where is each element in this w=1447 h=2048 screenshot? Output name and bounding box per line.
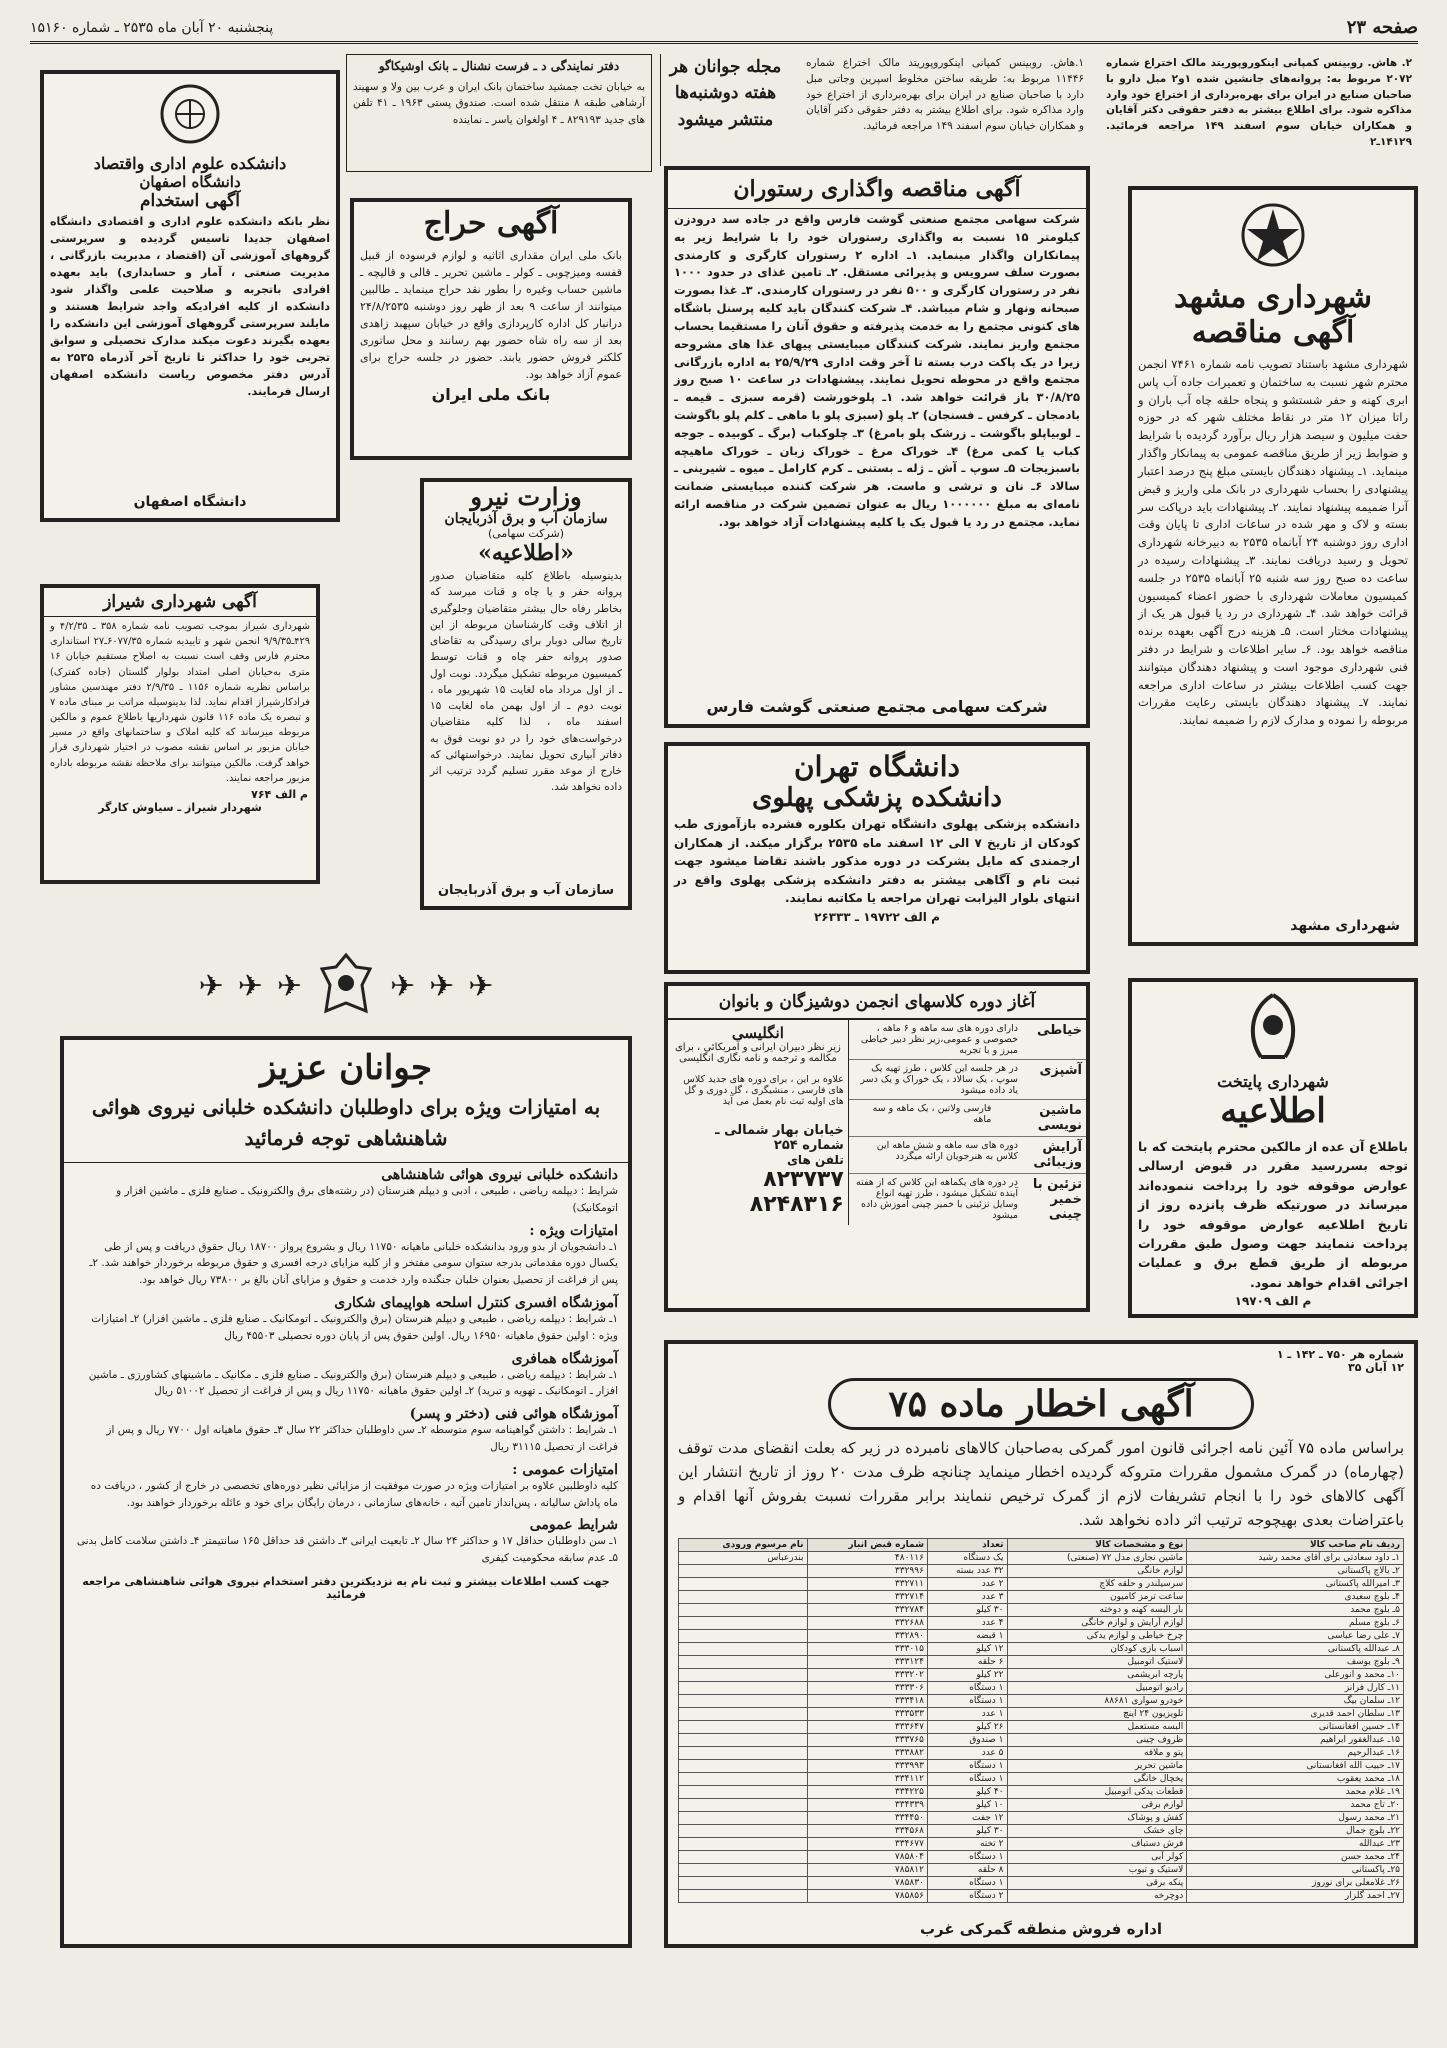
table-cell: ۲ دستگاه <box>927 1890 1007 1903</box>
table-row <box>679 1630 1404 1643</box>
table-cell <box>679 1877 808 1890</box>
table-cell <box>679 1851 808 1864</box>
mashhad-tender-notice <box>1128 186 1418 946</box>
table-cell: ۳۳۲۶۸۸ <box>807 1617 927 1630</box>
table-cell: ۳۳۲۷۱۱ <box>807 1578 927 1591</box>
table-row <box>679 1760 1404 1773</box>
table-row <box>679 1799 1404 1812</box>
mashhad-title: آگهی مناقصه <box>1191 315 1355 350</box>
table-cell <box>679 1643 808 1656</box>
table-cell: قطعات یدکی اتومبیل <box>1007 1786 1187 1799</box>
table-cell: لوازم خانگی <box>1007 1565 1187 1578</box>
table-row <box>679 1786 1404 1799</box>
table-cell <box>679 1825 808 1838</box>
table-cell: لاستیک اتومبیل <box>1007 1656 1187 1669</box>
table-cell <box>679 1721 808 1734</box>
table-row <box>679 1773 1404 1786</box>
table-cell: ۴۸۰۱۱۶ <box>807 1552 927 1565</box>
table-cell: ۱۱ـ کارل فرانز <box>1187 1682 1404 1695</box>
table-cell: ۳۳۳۰۱۵ <box>807 1643 927 1656</box>
table-row <box>679 1604 1404 1617</box>
table-cell: ۲۲ـ بلوچ جمال <box>1187 1825 1404 1838</box>
table-cell: ۱ـ داود سعادتی برای آقای محمد رشید <box>1187 1552 1404 1565</box>
table-cell <box>679 1786 808 1799</box>
table-cell: ۴ عدد <box>927 1617 1007 1630</box>
table-cell <box>679 1591 808 1604</box>
table-cell: ۳۳۴۴۵۰ <box>807 1812 927 1825</box>
table-cell: لاستیک و تیوب <box>1007 1864 1187 1877</box>
table-row <box>679 1591 1404 1604</box>
airforce-header-icons <box>40 940 652 1032</box>
table-cell <box>679 1890 808 1903</box>
table-cell: ۳۳۴۶۷۷ <box>807 1838 927 1851</box>
table-cell <box>679 1630 808 1643</box>
table-cell: ماشین نجاری مدل ۷۲ (صنعتی) <box>1007 1552 1187 1565</box>
table-row <box>679 1617 1404 1630</box>
table-row <box>679 1708 1404 1721</box>
table-cell: ۱۲ کیلو <box>927 1643 1007 1656</box>
table-cell: ۳۳۲۷۱۴ <box>807 1591 927 1604</box>
table-cell: ۳۳۳۵۳۳ <box>807 1708 927 1721</box>
table-cell: ۴۰ کیلو <box>927 1786 1007 1799</box>
table-row <box>679 1838 1404 1851</box>
capital-ref: م الف ۱۹۷۰۹ <box>1234 1294 1312 1308</box>
table-cell <box>679 1838 808 1851</box>
water-authority-notice: وزارت نیرو سازمان آب و برق آذربایجان (شرکت سهامی) «اطلاعیه» بدینوسیله باطلاع کلیه متقاضیان صدور پروانه حفر و یا چاه و قنات میرسد که بخاطر رفاه حال بیشتر متقاضیان وجلوگیری از اتلاف وقت کارشناسان مربوطه از این تاریخ سالی دوبار برای رسیدگی به تقاضای صدور پروانه حفر چاه و قنات توسط کمیسیون مربوطه تشکیل میگردد. نوبت اول ـ از اول مرداد ماه لغایت ۱۵ شهریور ماه ، نوبت دوم ـ از اول بهمن ماه لغایت ۱۵ اسفند ماه ، لذا کلیه متقاضیان درخواست‌های خود را در دو نوبت فوق به دفاتر آبیاری تحویل نمایند. درخواستهائی که خارج از موعد مقرر تسلیم گردد ترتیب اثر داده نخواهد شد. سازمان آب و برق آذربایجان <box>420 478 632 910</box>
table-cell: بار البسه کهنه و دوخته <box>1007 1604 1187 1617</box>
table-cell: ۱۲ جفت <box>927 1812 1007 1825</box>
table-cell <box>679 1760 808 1773</box>
mashhad-sign: شهرداری مشهد <box>1290 918 1400 934</box>
table-cell: ۱ صندوق <box>927 1734 1007 1747</box>
jet-icon: ✈ <box>237 968 263 1004</box>
tehran-university-notice: دانشگاه تهران دانشکده پزشکی پهلوی دانشکده پزشکی پهلوی دانشگاه تهران بکلوره فشرده بازآموزی طب کودکان از تاریخ ۷ الی ۱۲ اسفند ماه ۲۵۳۵ برگزار میکند. از همکاران ارجمندی که مایل بشرکت در دوره مذکور باشند تقاضا میشود جهت ثبت نام و آگاهی بیشتر به دفتر دانشکده پزشکی پهلوی واقع در انتهای بلوار الیزابت تهران مراجعه یا مکاتبه نمایند. م الف ۱۹۷۲۲ ـ ۲۶۳۳۳ <box>664 742 1090 974</box>
capital-city: شهرداری پایتخت <box>1217 1072 1329 1091</box>
table-cell: ماشین تحریر <box>1007 1760 1187 1773</box>
table-cell <box>679 1604 808 1617</box>
table-cell: ۳۳۲۹۹۶ <box>807 1565 927 1578</box>
table-cell: ۲۳ـ عبدالله <box>1187 1838 1404 1851</box>
mashhad-city: شهرداری مشهد <box>1173 280 1373 315</box>
table-cell: ۳۳۳۷۶۵ <box>807 1734 927 1747</box>
table-cell <box>679 1708 808 1721</box>
table-row <box>679 1734 1404 1747</box>
table-cell <box>679 1695 808 1708</box>
table-cell <box>679 1734 808 1747</box>
table-cell: ۳۳۴۵۶۸ <box>807 1825 927 1838</box>
table-cell: ۱ قبضه <box>927 1630 1007 1643</box>
table-cell: ۲۴ـ محمد حسن <box>1187 1851 1404 1864</box>
shiraz-municipality-notice: آگهی شهرداری شیراز شهرداری شیراز بموجب تصویب نامه شماره ۳۵۸ ـ ۴/۲/۳۵ و ۴۲۹ـ۹/۹/۳۵ انجمن شهر و تاییدیه شماره ۶۰۷۷/۳۵ـ۲۷ استانداری محترم فارس وقف است نسبت به اصلاح مستقیم خیابان ۱۶ متری به‌خیابان اصلی امتداد بولوار گلستان (جاده کفترک) براساس نظریه شماره ۱۱۵۶ ـ ۲/۹/۳۵ دفتر مهندسین مشاور فرادکارشیراز اقدام نماید. لذا بدینوسیله مراتب بر مبنای ماده ۷ و تبصره یک ماده ۱۱۶ قانون شهرداریها باطلاع عموم و مالکین مربوطه میرساند که کلیه املاک و ساختمانهای واقع در مسیر خیابان مزبور بر اساس نقشه مصوب در اختیار شهرداری قرار خواهد گرفت. مالکین میتوانند برای ملاحظه نقشه مربوطه باداره مزبور مراجعه نمایند. م الف ۷۶۴ شهردار شیراز ـ سیاوش کارگر <box>40 584 320 884</box>
patent-notice-middle: ۱.هاش. روبینس کمپانی اینکوروپوریتد مالک اختراع شماره ۱۱۴۴۶ مربوط به: طریقه ساختن مخلوط اسپرین وجاتی مبل دارد با صاحبان صنایع در ایران برای بهره‌برداری از اختراع خود وارد مذاکره شود. برای اطلاع بیشتر به دفتر حقوقی دکتر آقایان و همکاران خیابان سوم اسفند ۱۴۹ مراجعه فرمائید. <box>806 57 1084 132</box>
table-cell: ۳۳۳۹۹۳ <box>807 1760 927 1773</box>
classes-list: خیاطی دارای دوره های سه ماهه و ۶ ماهه ، خصوصی و عمومی،زیر نظر دبیر خیاطی مبرز و با تجربه آشپزی در هر جلسه این کلاس ، طرز تهیه یک سوپ ، یک سالاد ، یک خوراک و یک دسر یاد داده میشود ماشین نویسی فارسی ولاتین ، یک ماهه و سه ماهه آرایش وزیبائی دوره های سه ماهه و شش ماهه این کلاس به هنرجویان ارائه میگردد تزئین با خمیر چینی در دوره های یکماهه این کلاس که از هفته آینده تشکیل میشود ، طرز تهیه انواع وسایل تزئینی با خمیر چینی آموزش داده میشود <box>848 1020 1086 1225</box>
table-cell: ۹ـ بلوچ یوسف <box>1187 1656 1404 1669</box>
table-cell: پنکه برقی <box>1007 1877 1187 1890</box>
auction-notice: آگهی حراج بانک ملی ایران مقداری اثاثیه و لوازم فرسوده از قبیل قفسه وميزچوبی ـ کولر ـ ماشین تحریر ـ قالی و قالیچه ـ ماشین حساب وغیره را بطور نقد حراج مینماید ـ طالبین میتوانند از ساعت ۹ بعد از ظهر روز دوشنبه ۲۴/۸/۲۵۳۵ درانبار کل اداره کارپردازی واقع در خیابان سپهبد زاهدی بعد از سه راه شاه حضور بهم رسانند و محل ساتوری کلکتر فروش حضور یابند. حضور در جلسه حراج برای عموم آزاد خواهد بود. بانک ملی ایران <box>350 198 632 460</box>
table-cell: ۱۰ کیلو <box>927 1799 1007 1812</box>
airforce-emblem-icon <box>316 951 376 1021</box>
table-cell: کفش و پوشاک <box>1007 1812 1187 1825</box>
jet-icon: ✈ <box>468 968 494 1004</box>
page-number: صفحه ۲۳ <box>1346 17 1418 38</box>
table-cell: ۳ـ امیرالله پاکستانی <box>1187 1578 1404 1591</box>
customs-article75-notice: شماره هر ۷۵۰ ـ ۱۴۲ ـ ۱ ۱۲ آبان ۳۵ آگهی اخطار ماده ۷۵ براساس ماده ۷۵ آئین نامه اجرائی قانون امور گمرکی به‌صاحبان کالاهای نامبرده در زیر که بعلت انقضای مدت توقف (چهارماه) در گمرک مشمول مقررات متروکه گردیده اخطار مینماید چنانچه ظرف مدت ۲۰ روز از تاریخ انتشار این آگهی کالاهای خود را با انجام تشریفات لازم از گمرک ترخیص ننمایند برابر مقررات نسبت بفروش آنها اقدام و باعتراضات بعدی بهیچوجه ترتیب اثر داده نخواهد شد. ردیف نام صاحب کالا نوع و مشخصات کالا تعداد شماره قبض انبار نام مرسوم ورودی ۱ـ داود سعادتی برای آقای محمد رشید ماشین نجاری مدل ۷۲ (صنعتی) یک دستگاه ۴۸۰۱۱۶ بندرعباس ۲ـ بالاچ پاکستانی لوازم خانگی ۳۲ عدد بسته ۳۳۲۹۹۶ ۳ـ امیرالله پاکستانی سرسیلندر و حلقه کلاچ ۲ عدد ۳۳۲۷۱۱ ۴ـ بلوچ سعیدی ساعت ترمز کامیون ۳ عدد ۳۳۲۷۱۴ ۵ـ بلوچ محمد بار البسه کهنه و دوخته ۳۰ کیلو ۳۳۲۷۸۴ ۶ـ بلوچ مسلم لوازم آرایش و لوازم خانگی ۴ عدد ۳۳۲۶۸۸ ۷ـ علی رضا عباسی چرخ خیاطی و لوازم یدکی ۱ قبضه ۳۳۲۸۹۰ ۸ـ عبدالله پاکستانی اسباب بازی کودکان ۱۲ کیلو ۳۳۳۰۱۵ ۹ـ بلوچ یوسف لاستیک اتومبیل ۶ حلقه ۳۳۳۱۲۴ ۱۰ـ محمد و انورعلی پارچه ابریشمی ۲۲ کیلو ۳۳۳۲۰۲ ۱۱ـ کارل فرانز رادیو اتومبیل ۱ دستگاه ۳۳۳۳۰۶ ۱۲ـ سلمان بیگ خودرو سواری ۸۸۶۸۱ ۱ دستگاه ۳۳۳۴۱۸ ۱۳ـ سلطان احمد قدیری تلویزیون ۲۴ اینچ ۱ عدد ۳۳۳۵۳۳ ۱۴ـ حسین افغانستانی البسه مستعمل ۲۶ کیلو ۳۳۳۶۴۷ ۱۵ـ عبدالغفور ابراهیم ظروف چینی ۱ صندوق ۳۳۳۷۶۵ ۱۶ـ عبدالرحیم پتو و ملافه ۵ عدد ۳۳۳۸۸۲ ۱۷ـ حبیب الله افغانستانی ماشین تحریر ۱ دستگاه ۳۳۳۹۹۳ ۱۸ـ محمد یعقوب یخچال خانگی ۱ دستگاه ۳۳۴۱۱۲ ۱۹ـ غلام محمد قطعات یدکی اتومبیل ۴۰ کیلو ۳۳۴۲۲۵ ۲۰ـ تاج محمد لوازم برقی ۱۰ کیلو ۳۳۴۳۳۹ ۲۱ـ محمد رسول کفش و پوشاک ۱۲ جفت ۳۳۴۴۵۰ ۲۲ـ بلوچ جمال چای خشک ۳۰ کیلو ۳۳۴۵۶۸ ۲۳ـ عبدالله فرش دستباف ۲ تخته ۳۳۴۶۷۷ ۲۴ـ محمد حسن کولر آبی ۱ دستگاه ۷۸۵۸۰۴ ۲۵ـ پاکستانی لاستیک و تیوب ۸ حلقه ۷۸۵۸۱۲ ۲۶ـ غلامعلی برای نوروز پنکه برقی ۱ دستگاه ۷۸۵۸۳۰ ۲۷ـ احمد گلزار دوچرخه ۲ دستگاه ۷۸۵۸۵۶ اداره فروش منطقه گمرکی غرب <box>664 1340 1418 1948</box>
table-cell: ۱۸ـ محمد یعقوب <box>1187 1773 1404 1786</box>
page-header <box>30 14 1418 44</box>
table-row <box>679 1825 1404 1838</box>
table-row <box>679 1669 1404 1682</box>
table-cell: چای خشک <box>1007 1825 1187 1838</box>
table-cell: کولر آبی <box>1007 1851 1187 1864</box>
table-cell <box>679 1617 808 1630</box>
table-cell: ۱۲ـ سلمان بیگ <box>1187 1695 1404 1708</box>
table-row <box>679 1721 1404 1734</box>
table-cell: ۳۰ کیلو <box>927 1604 1007 1617</box>
table-cell: ۱۴ـ حسین افغانستانی <box>1187 1721 1404 1734</box>
table-row <box>679 1864 1404 1877</box>
table-row <box>679 1643 1404 1656</box>
table-cell: ۱ دستگاه <box>927 1695 1007 1708</box>
capital-title: اطلاعیه <box>1220 1091 1326 1131</box>
table-cell: ۲ عدد <box>927 1578 1007 1591</box>
table-cell: لوازم آرایش و لوازم خانگی <box>1007 1617 1187 1630</box>
table-cell: ۱ دستگاه <box>927 1773 1007 1786</box>
magazine-notice: مجله جوانان هر هفته دوشنبه‌ها منتشر میشود <box>660 54 790 166</box>
table-cell: سرسیلندر و حلقه کلاچ <box>1007 1578 1187 1591</box>
table-cell: بندرعباس <box>679 1552 808 1565</box>
table-cell: ظروف چینی <box>1007 1734 1187 1747</box>
table-cell: ۳۳۳۶۴۷ <box>807 1721 927 1734</box>
table-cell: ۳۲ عدد بسته <box>927 1565 1007 1578</box>
table-cell: ۵ عدد <box>927 1747 1007 1760</box>
womens-classes-notice: آغاز دوره کلاسهای انجمن دوشیزگان و بانوان خیاطی دارای دوره های سه ماهه و ۶ ماهه ، خصوصی و عمومی،زیر نظر دبیر خیاطی مبرز و با تجربه آشپزی در هر جلسه این کلاس ، طرز تهیه یک سوپ ، یک سالاد ، یک خوراک و یک دسر یاد داده میشود ماشین نویسی فارسی ولاتین ، یک ماهه و سه ماهه آرایش وزیبائی دوره های سه ماهه و شش ماهه این کلاس به هنرجویان ارائه میگردد تزئین با خمیر چینی در دوره های یکماهه این کلاس که از هفته آینده تشکیل میشود ، طرز تهیه انواع وسایل تزئینی با خمیر چینی آموزش داده میشود انگلیسی زیر نظر دبیران ایرانی و آمریکائی ، برای مکالمه و ترجمه و نامه نگاری انگلیسی علاوه بر این ، برای دوره های جدید کلاس های فارسی ، منشیگری ، گل دوزی و گل های اولیه ثبت نام بعمل می آید خیابان بهار شمالی ـ شماره ۲۵۴ تلفن های ۸۲۳۷۳۷ ۸۲۴۸۳۱۶ <box>664 982 1090 1312</box>
table-cell: ۷۸۵۸۰۴ <box>807 1851 927 1864</box>
table-header-row: ردیف نام صاحب کالا نوع و مشخصات کالا تعداد شماره قبض انبار نام مرسوم ورودی <box>679 1539 1404 1552</box>
table-cell: تلویزیون ۲۴ اینچ <box>1007 1708 1187 1721</box>
table-cell: ۲۷ـ احمد گلزار <box>1187 1890 1404 1903</box>
capital-body: باطلاع آن عده از مالکین محترم پایتخت که با توجه بسررسید مقرر در قبوض ارسالی عوارض موقوفه خود را پرداخت ننموده‌اند میرساند در صورتیکه ظرف پانزده روز از تاریخ اطلاعیه عوارض موقوفه خود را پرداخت ننمایند جهت وصول طبق مقررات مربوطه از طریق قطع برق و عملیات اجرائی اقدام خواهد نمود. <box>1138 1139 1408 1290</box>
table-cell: ۳ عدد <box>927 1591 1007 1604</box>
table-row <box>679 1747 1404 1760</box>
table-cell: ۳۳۴۳۳۹ <box>807 1799 927 1812</box>
dateline: پنجشنبه ۲۰ آبان ماه ۲۵۳۵ ـ شماره ۱۵۱۶۰ <box>30 19 274 36</box>
capital-municipality-notice <box>1128 978 1418 1318</box>
table-cell: ۳۳۴۲۲۵ <box>807 1786 927 1799</box>
municipality-emblem-icon <box>1132 190 1414 280</box>
table-cell: یخچال خانگی <box>1007 1773 1187 1786</box>
table-cell <box>679 1747 808 1760</box>
table-row <box>679 1682 1404 1695</box>
table-cell: ۸ـ عبدالله پاکستانی <box>1187 1643 1404 1656</box>
table-cell: ۱۰ـ محمد و انورعلی <box>1187 1669 1404 1682</box>
table-cell <box>679 1812 808 1825</box>
table-cell: ۲۵ـ پاکستانی <box>1187 1864 1404 1877</box>
table-cell: ۳۳۳۸۸۲ <box>807 1747 927 1760</box>
table-cell: ۱۹ـ غلام محمد <box>1187 1786 1404 1799</box>
jet-icon: ✈ <box>276 968 302 1004</box>
table-cell: ۳۳۳۳۰۶ <box>807 1682 927 1695</box>
table-cell: ۱ عدد <box>927 1708 1007 1721</box>
table-cell: ۶ـ بلوچ مسلم <box>1187 1617 1404 1630</box>
table-cell <box>679 1864 808 1877</box>
table-cell: ۲۶ کیلو <box>927 1721 1007 1734</box>
table-row <box>679 1851 1404 1864</box>
table-cell <box>679 1773 808 1786</box>
table-cell: ۱ دستگاه <box>927 1877 1007 1890</box>
table-cell <box>679 1682 808 1695</box>
table-cell: ۳۳۲۸۹۰ <box>807 1630 927 1643</box>
jet-icon: ✈ <box>390 968 416 1004</box>
customs-goods-table <box>678 1538 1404 1903</box>
table-cell: ۷۸۵۸۵۶ <box>807 1890 927 1903</box>
table-cell: ۷ـ علی رضا عباسی <box>1187 1630 1404 1643</box>
table-cell: ۳۳۲۷۸۴ <box>807 1604 927 1617</box>
table-cell <box>679 1656 808 1669</box>
table-row <box>679 1890 1404 1903</box>
table-cell: ۱ دستگاه <box>927 1682 1007 1695</box>
table-cell: ۲۰ـ تاج محمد <box>1187 1799 1404 1812</box>
table-cell: ۱۵ـ عبدالغفور ابراهیم <box>1187 1734 1404 1747</box>
table-row <box>679 1578 1404 1591</box>
capital-emblem-icon <box>1132 982 1414 1072</box>
table-cell <box>679 1799 808 1812</box>
table-cell: ۲۶ـ غلامعلی برای نوروز <box>1187 1877 1404 1890</box>
table-cell <box>679 1565 808 1578</box>
table-cell: ۵ـ بلوچ محمد <box>1187 1604 1404 1617</box>
table-cell: ۱۶ـ عبدالرحیم <box>1187 1747 1404 1760</box>
table-cell <box>679 1669 808 1682</box>
restaurant-tender-notice: آگهی مناقصه واگذاری رستوران شرکت سهامی مجتمع صنعتی گوشت فارس واقع در جاده سد درودزن کیلومتر ۱۵ نسبت به واگذاری رستوران خود را با شرایط زیر به پیمانکاران واگذار مینماید. ۱ـ اداره ۲ رستوران کارگری و کارمندی بصورت سلف سرویس و پذیرائی مستقل. ۲ـ تامین غذای در حدود ۱۰۰۰ نفر در رستوران کارگری و ۵۰۰ نفر در رستوران کارمندی. ۳ـ غذا بصورت صبحانه ونهار و شام میباشد. ۴ـ شرکت کنندگان باید کلیه پرسنل باشگاه های کنونی مجتمع را به خدمت پذیرفته و حقوق آنان را مستقیما بحساب مجتمع واریز نمایند. شرکت کنندگان میبایستی پیهای غذا های مشروحه زیرا در یک پاکت درب بسته تا آخر وقت اداری ۲۵/۹/۲۹ به اداره بازرگانی مجتمع واقع در محوطه تحویل نمایند. پیشنهادات در ساعت ۱۰ صبح روز ۳۰/۸/۲۵ باز قرائت خواهد شد. ۱ـ پلوخورشت (قرمه سبزی ـ قیمه ـ بادمجان ـ کرفس ـ فسنجان) ۲ـ پلو (سبزی پلو با ماهی ـ کلم پلو باگوشت ـ لوبیاپلو باگوشت ـ زرشک پلو بامرغ) ۳ـ چلوکباب (برگ ـ کوبیده ـ جوجه کباب یا کمی مرغ) ۴ـ خوراک مرغ ـ خوراک زبان ـ خوراک ماهیچه باسبزیجات ۵ـ سوپ ـ آش ـ ژله ـ بستنی ـ کرم کارامل ـ میوه ـ شیرینی ـ سالاد ۶ـ نان و ترشی و ماست. هر شرکت کننده میبایستی ضمانت نامه‌ای به مبلغ ۱۰۰۰۰۰۰ ریال به عنوان تضمین شرکت در مناقصه ارائه نماید. مجتمع در رد یا قبول یک یا کلیه پیشنهادات آزاد خواهد بود. شرکت سهامی مجتمع صنعتی گوشت فارس <box>664 166 1090 728</box>
classes-contact: انگلیسی زیر نظر دبیران ایرانی و آمریکائی ، برای مکالمه و ترجمه و نامه نگاری انگلیسی علاوه بر این ، برای دوره های جدید کلاس های فارسی ، منشیگری ، گل دوزی و گل های اولیه ثبت نام بعمل می آید خیابان بهار شمالی ـ شماره ۲۵۴ تلفن های ۸۲۳۷۳۷ ۸۲۴۸۳۱۶ <box>674 1024 844 1217</box>
table-cell: یک دستگاه <box>927 1552 1007 1565</box>
table-cell: ۲ـ بالاچ پاکستانی <box>1187 1565 1404 1578</box>
table-cell: ۴ـ بلوچ سعیدی <box>1187 1591 1404 1604</box>
office-notice: دفتر نمایندگی د ـ فرست نشنال ـ بانک اوشیکاگو به خیابان تخت جمشید ساختمان بانک ایران و عرب بین ولا و سهیند آرشاهی طبقه ۸ منتقل شده است. صندوق پستی ۱۹۶۳ ـ ۴۱ تلفن های جدید ۸۲۹۱۹۳ ـ ۴ اولغوان یاسر ـ نماینده <box>346 54 652 172</box>
table-cell: فرش دستباف <box>1007 1838 1187 1851</box>
table-cell: ۱ دستگاه <box>927 1851 1007 1864</box>
table-row <box>679 1565 1404 1578</box>
table-row <box>679 1552 1404 1565</box>
table-cell: ۳۳۳۱۲۴ <box>807 1656 927 1669</box>
table-row <box>679 1877 1404 1890</box>
table-cell: ۳۳۳۴۱۸ <box>807 1695 927 1708</box>
patent-notice-right: ۲. هاش. روبینس کمپانی اینکوروپوریتد مالک اختراع شماره ۲۰۷۲ مربوط به: پروانه‌های جانشین شده ۱و۲ مبل دارو با صاحبان صنایع در ایران برای بهره‌برداری از اختراع خود وارد مذاکره شود. برای اطلاع بیشتر به دفتر حقوقی دکتر آقایان و همکاران خیابان سوم اسفند ۱۴۹ مراجعه فرمائید. ۱۴۱۲۹ـ۲ <box>1106 57 1412 148</box>
table-row <box>679 1656 1404 1669</box>
table-cell: ۶ حلقه <box>927 1656 1007 1669</box>
table-cell <box>679 1578 808 1591</box>
table-cell: ۳۳۴۱۱۲ <box>807 1773 927 1786</box>
table-cell: ۳۰ کیلو <box>927 1825 1007 1838</box>
table-cell: ساعت ترمز کامیون <box>1007 1591 1187 1604</box>
jet-icon: ✈ <box>198 968 224 1004</box>
table-cell: ۸ حلقه <box>927 1864 1007 1877</box>
table-cell: خودرو سواری ۸۸۶۸۱ <box>1007 1695 1187 1708</box>
table-cell: ۲۲ کیلو <box>927 1669 1007 1682</box>
table-cell: ۳۳۳۲۰۲ <box>807 1669 927 1682</box>
jet-icon: ✈ <box>429 968 455 1004</box>
table-cell: ۱ دستگاه <box>927 1760 1007 1773</box>
table-cell: دوچرخه <box>1007 1890 1187 1903</box>
table-cell: ۷۸۵۸۱۲ <box>807 1864 927 1877</box>
table-cell: پتو و ملافه <box>1007 1747 1187 1760</box>
table-cell: رادیو اتومبیل <box>1007 1682 1187 1695</box>
table-cell: لوازم برقی <box>1007 1799 1187 1812</box>
table-cell: ۱۳ـ سلطان احمد قدیری <box>1187 1708 1404 1721</box>
isfahan-university-notice: دانشکده علوم اداری واقتصاد دانشگاه اصفهان آگهی استخدام نظر بانکه دانشکده علوم اداری و اقتصادی دانشگاه اصفهان جدیدا تاسیس گردیده و سرپرستی گروههای آموزشی آن (اقتصاد ، مدیریت بازرگانی ، مدیریت صنعتی ، آمار و حسابداری) باید بعهده افرادی باتجربه و صلاحیت علمی واگذار شود دانشکده از کلیه افرادیکه واجد شرایط هستند و مایلند سرپرستی گروههای آموزشی این دانشکده را بعهده بگیرند دعوت میکند مدارک تحصیلی و سوابق تجربی خود را حداکثر تا تاریخ آخر آذرماه ۲۵۳۵ به آدرس دفتر مخصوص ریاست دانشکده اصفهان ارسال فرمایند. دانشگاه اصفهان <box>40 70 340 522</box>
table-cell: ۷۸۵۸۳۰ <box>807 1877 927 1890</box>
table-cell: ۲۱ـ محمد رسول <box>1187 1812 1404 1825</box>
table-cell: ۲ تخته <box>927 1838 1007 1851</box>
table-cell: چرخ خیاطی و لوازم یدکی <box>1007 1630 1187 1643</box>
table-row <box>679 1695 1404 1708</box>
table-cell: البسه مستعمل <box>1007 1721 1187 1734</box>
table-cell: پارچه ابریشمی <box>1007 1669 1187 1682</box>
table-row <box>679 1812 1404 1825</box>
university-emblem-icon <box>44 74 336 154</box>
table-cell: ۱۷ـ حبیب الله افغانستانی <box>1187 1760 1404 1773</box>
mashhad-body: شهرداری مشهد باستناد تصویب نامه شماره ۷۴۶۱ انجمن محترم شهر نسبت به ساختمان و تعمیرات جاده آب پاس ابری کهنه و حفر شستشو و پنجاه حلقه چاه آب باران و راتا میزان ۱۲ متر در نقاط مختلف شهر که در حوزه حفت میلیون و سیصد هزار ریال برآورد گردیده با شرایط و ضوابط زیر از طریق مناقصه عمومی به پیمانکار واگذار مینماید. ۱ـ پیشنهاد دهندگان بایستی مبلغ پنج درصد اعتبار پیشنهادی را بحساب شهرداری در بانک ملی واریز و قبض آنرا ضمیمه پیشنهاد نمایند. ۲ـ پیشنهادات باید درپاکت سر بسته و لاک و مهر شده در ساعات اداری تا پایان وقت اداری روز دوشنبه ۲۴ آبانماه ۲۵۳۵ به دبیرخانه شهرداری تحویل و رسید دریافت نمایند. ۳ـ پیشنهادات رسیده در ساعت ده صبح روز سه شنبه ۲۵ آبانماه ۲۵۳۵ در جلسه کمیسیون معاملات شهرداری با حضور اعضاء کمیسیون قرائت خواهد شد. ۴ـ شهرداری در رد یا قبول هر یک از پیشنهادات مختار است. ۵ـ هزینه درج آگهی بعهده برنده مناقصه خواهد بود. ۶ـ سایر اطلاعات و شرایط در دفتر فنی شهرداری موجود است و پیشنهاد دهندگان میتوانند جهت کسب اطلاعات بیشتر در ساعات اداری مراجعه نمایند. ۷ـ پیشنهاد دهندگان بایستی رعایت مقررات مربوطه را نموده و مدارک لازم را ضمیمه نمایند. <box>1138 357 1409 728</box>
airforce-recruitment-ad: ✈ ✈ ✈ ✈ ✈ ✈ جوانان عزیز به امتیازات ویژه برای داوطلبان دانشکده خلبانی نیروی هوائی شاهنشاهی توجه فرمائید دانشکده خلبانی نیروی هوائی شاهنشاهی شرایط : دیپلمه ریاضی ، طبیعی ، ادبی و دیپلم هنرستان (در رشته‌های برق والکترونیک ـ صنایع فلزی ـ ماشین افزار و اتومکانیک) امتیازات ویژه : ۱ـ دانشجویان از بدو ورود بدانشکده خلبانی ماهیانه ۱۱۷۵۰ ریال و بشروع پرواز ۱۸۷۰۰ ریال حقوق دریافت و پس از طی یکسال دوره مقدماتی بدرجه ستوان سومی مفتخر و از کلیه مزایای درجه افسری و حقوق مربوطه برخوردار خواهند شد. ۲ـ پس از فراغت از تحصیل بعنوان خلبان جنگنده وارد خدمت و حقوق و مزایای آنان بالغ بر ۷۳۸۰۰ ریال خواهد بود. آموزشگاه افسری کنترل اسلحه هواپیمای شکاری ۱ـ شرایط : دیپلمه ریاضی ، طبیعی و دیپلم هنرستان (برق والکترونیک ـ اتومکانیک ـ صنایع فلزی ـ ماشین افزار) ۲ـ امتیازات ویژه : اولین حقوق ماهیانه ۱۶۹۵۰ ریال. اولین حقوق پس از پایان دوره تحصیلی ۴۵۵۰۳ ریال آموزشگاه همافری ۱ـ شرایط : دیپلمه ریاضی ، طبیعی و دیپلم هنرستان (برق والکترونیک ـ صنایع فلزی ـ مکانیک ـ ماشینهای کشاورزی ـ ماشین افزار ـ اتومکانیک ـ تهویه و تبرید) ۲ـ اولین حقوق ماهیانه ۱۱۷۵۰ ریال و پس از فراغت از تحصیل ۵۱۰۰۲ ریال آموزشگاه هوائی فنی (دختر و پسر) ۱ـ شرایط : داشتن گواهینامه سوم متوسطه ۲ـ سن داوطلبان حداکثر ۲۲ سال ۳ـ حقوق ماهیانه اول ۷۷۰۰ ریال و پس از فراغت از تحصیل ۳۱۱۱۵ ریال امتیازات عمومی : کلیه داوطلبین علاوه بر امتیازات ویژه در صورت موفقیت از مزایائی نظیر دوره‌های تخصصی در خارج از کشور ، دریافت ده ماه پاداش سالیانه ، پس‌انداز تامین آتیه ، خانه‌های سازمانی ، درمان رایگان برای خود و عائله برخوردار خواهند بود. شرایط عمومی ۱ـ سن داوطلبان حداقل ۱۷ و حداکثر ۲۴ سال ۲ـ تابعیت ایرانی ۳ـ داشتن قد حداقل ۱۶۵ سانتیمتر ۴ـ داشتن سلامت کامل بدنی ۵ـ عدم سابقه محکومیت کیفری جهت کسب اطلاعات بیشتر و ثبت نام به نزدیکترین دفتر استخدام نیروی هوائی شاهنشاهی مراجعه فرمائید <box>40 940 652 1948</box>
table-cell: اسباب بازی کودکان <box>1007 1643 1187 1656</box>
